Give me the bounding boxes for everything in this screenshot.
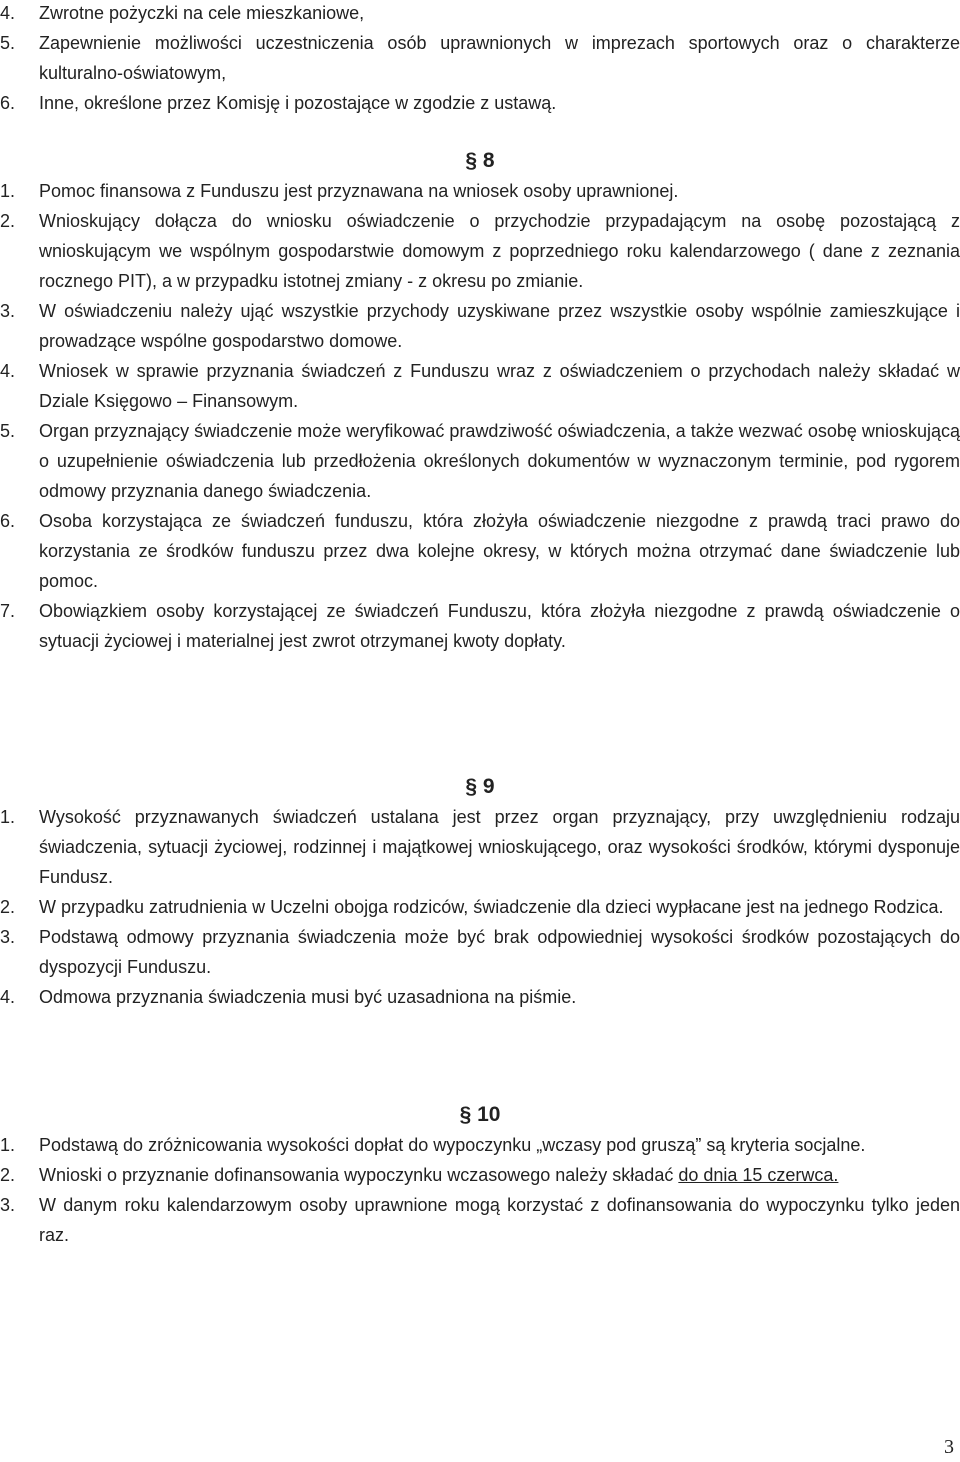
- section-heading: § 10: [459, 1103, 501, 1126]
- item-number: 1.: [0, 807, 16, 827]
- item-number: 1.: [0, 181, 16, 201]
- item-text: Osoba korzystająca ze świadczeń funduszu, która złożyła oświadczenie niezgodne z prawdą traci prawo do korzystania ze środków funduszu przez dwa kolejne okresy, w których można otrzymać dane świadczenie lub pomoc.: [39, 511, 960, 591]
- item-text: W danym roku kalendarzowym osoby uprawnione mogą korzystać z dofinansowania do wypoczynku tylko jeden raz.: [39, 1195, 960, 1245]
- item-number: 6.: [0, 93, 16, 113]
- section-8-list: [0, 176, 960, 656]
- item-number: 4.: [0, 3, 16, 23]
- section-10: [0, 1100, 960, 1250]
- item-number: 3.: [0, 927, 16, 947]
- list-item: [0, 206, 960, 296]
- item-number: 4.: [0, 987, 16, 1007]
- item-number: 1.: [0, 1135, 16, 1155]
- page-number: 3: [944, 1436, 954, 1458]
- item-text: Odmowa przyznania świadczenia musi być uzasadniona na piśmie.: [39, 987, 577, 1007]
- list-item: [0, 892, 960, 922]
- list-item: [0, 922, 960, 982]
- list-item: [0, 416, 960, 506]
- item-number: 3.: [0, 1195, 16, 1215]
- list-item: [0, 1190, 960, 1250]
- list-item: [0, 0, 960, 28]
- list-item: [0, 176, 960, 206]
- item-text: Zwrotne pożyczki na cele mieszkaniowe,: [39, 3, 365, 23]
- section-heading: § 9: [465, 775, 495, 798]
- item-text: Inne, określone przez Komisję i pozostające w zgodzie z ustawą.: [39, 93, 557, 113]
- item-text: Obowiązkiem osoby korzystającej ze świadczeń Funduszu, która złożyła niezgodne z prawdą oświadczenie o sytuacji życiowej i materialnej jest zwrot otrzymanej kwoty dopłaty.: [39, 601, 960, 651]
- list-item: [0, 88, 960, 118]
- item-text: Pomoc finansowa z Funduszu jest przyznawana na wniosek osoby uprawnionej.: [39, 181, 679, 201]
- section-9-list: [0, 802, 960, 1012]
- item-text: W przypadku zatrudnienia w Uczelni obojga rodziców, świadczenie dla dzieci wypłacane jest na jednego Rodzica.: [39, 897, 944, 917]
- item-number: 2.: [0, 1165, 16, 1185]
- item-text: Wnioski o przyznanie dofinansowania wypoczynku wczasowego należy składać: [39, 1165, 674, 1185]
- item-number: 5.: [0, 33, 16, 53]
- item-text: Organ przyznający świadczenie może weryfikować prawdziwość oświadczenia, a także wezwać osobę wnioskującą o uzupełnienie oświadczenia lub przedłożenia określonych dokumentów w wyznaczonym terminie, pod rygorem odmowy przyznania danego świadczenia.: [39, 421, 960, 501]
- section-9: [0, 772, 960, 1012]
- list-item: [0, 982, 960, 1012]
- item-text: Zapewnienie możliwości uczestniczenia osób uprawnionych w imprezach sportowych oraz o charakterze kulturalno-oświatowym,: [39, 33, 960, 83]
- top-list: [0, 0, 960, 118]
- item-text: Wnioskujący dołącza do wniosku oświadczenie o przychodzie przypadającym na osobę pozostającą z wnioskującym we wspólnym gospodarstwie domowym z poprzedniego roku kalendarzowego ( dane z zeznania rocznego PIT), a w przypadku istotnej zmiany - z okresu po zmianie.: [39, 211, 960, 291]
- list-item: [0, 596, 960, 656]
- item-text: Wniosek w sprawie przyznania świadczeń z Funduszu wraz z oświadczeniem o przychodach należy składać w Dziale Księgowo – Finansowym.: [39, 361, 960, 411]
- item-number: 7.: [0, 601, 16, 621]
- item-text: Podstawą odmowy przyznania świadczenia może być brak odpowiedniej wysokości środków pozostających do dyspozycji Funduszu.: [39, 927, 960, 977]
- item-number: 6.: [0, 511, 16, 531]
- list-item: [0, 28, 960, 88]
- section-8: [0, 146, 960, 656]
- list-item: [0, 1130, 960, 1160]
- section-heading: § 8: [465, 149, 495, 172]
- item-number: 3.: [0, 301, 16, 321]
- item-number: 4.: [0, 361, 16, 381]
- list-item: [0, 802, 960, 892]
- list-item: [0, 1160, 960, 1190]
- list-item: [0, 296, 960, 356]
- list-item: [0, 506, 960, 596]
- item-number: 2.: [0, 897, 16, 917]
- item-text: Wysokość przyznawanych świadczeń ustalana jest przez organ przyznający, przy uwzględnieniu rodzaju świadczenia, sytuacji życiowej, rodzinnej i majątkowej wnioskującego, oraz wysokości środków, którymi dysponuje Fundusz.: [39, 807, 960, 887]
- section-10-list: [0, 1130, 960, 1250]
- item-text: W oświadczeniu należy ująć wszystkie przychody uzyskiwane przez wszystkie osoby wspólnie zamieszkujące i prowadzące wspólne gospodarstwo domowe.: [39, 301, 960, 351]
- item-number: 2.: [0, 211, 16, 231]
- list-item: [0, 356, 960, 416]
- item-text: Podstawą do zróżnicowania wysokości dopłat do wypoczynku „wczasy pod gruszą” są kryteria socjalne.: [39, 1135, 866, 1155]
- item-number: 5.: [0, 421, 16, 441]
- deadline-date: do dnia 15 czerwca.: [678, 1165, 839, 1185]
